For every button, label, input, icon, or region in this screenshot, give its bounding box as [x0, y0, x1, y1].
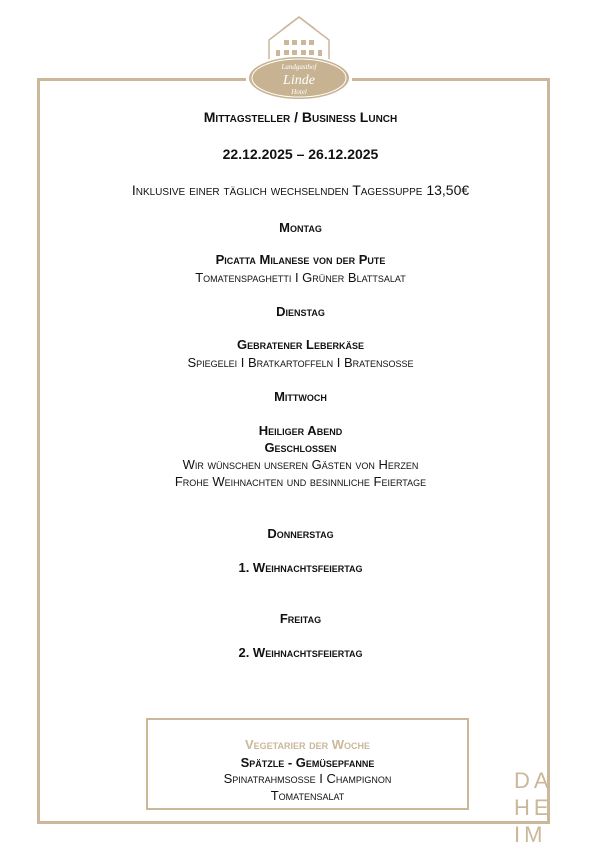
- day-dienstag: Dienstag: [276, 304, 325, 319]
- dish-mittwoch-1: Heiliger Abend: [258, 423, 343, 438]
- day-donnerstag: Donnerstag: [267, 526, 334, 541]
- vegetarian-dish: Spätzle - Gemüsepfanne: [240, 755, 375, 770]
- daheim-brand: [514, 768, 554, 849]
- daheim-line-3: IM: [514, 822, 547, 847]
- daheim-line-2: HE: [514, 795, 553, 820]
- day-mittwoch: Mittwoch: [274, 389, 327, 404]
- vegetarian-box: [146, 718, 469, 810]
- dish-freitag: 2. Weihnachtsfeiertag: [238, 645, 363, 660]
- sides-dienstag: Spiegelei I Bratkartoffeln I Bratensoße: [187, 355, 414, 370]
- dish-montag: Picatta Milanese von der Pute: [215, 252, 386, 267]
- logo-line3: Hotel: [291, 88, 307, 96]
- day-montag: Montag: [279, 220, 322, 235]
- vegetarian-sides-2: Tomatensalat: [270, 788, 345, 803]
- menu-dates: 22.12.2025 – 26.12.2025: [222, 146, 379, 162]
- hotel-logo: [246, 14, 352, 104]
- dish-dienstag: Gebratener Leberkäse: [236, 337, 364, 352]
- wish-line-1: Wir wünschen unseren Gästen von Herzen: [182, 457, 419, 472]
- soup-note: Inklusive einer täglich wechselnden Tagessuppe 13,50€: [131, 182, 470, 198]
- wish-line-2: Frohe Weihnachten und besinnliche Feiertage: [174, 474, 427, 489]
- sides-montag: Tomatenspaghetti I Grüner Blattsalat: [195, 270, 406, 285]
- menu-title: Mittagsteller / Business Lunch: [203, 109, 398, 125]
- vegetarian-title: Vegetarier der Woche: [244, 737, 370, 752]
- dish-donnerstag: 1. Weihnachtsfeiertag: [238, 560, 363, 575]
- day-freitag: Freitag: [279, 611, 322, 626]
- logo-line2: Linde: [283, 73, 315, 88]
- logo-line1: Landgasthof: [281, 63, 317, 71]
- daheim-line-1: DA: [514, 768, 553, 793]
- dish-mittwoch-2: Geschlossen: [264, 440, 337, 455]
- vegetarian-sides-1: Spinatrahmsoße I Champignon: [223, 771, 392, 786]
